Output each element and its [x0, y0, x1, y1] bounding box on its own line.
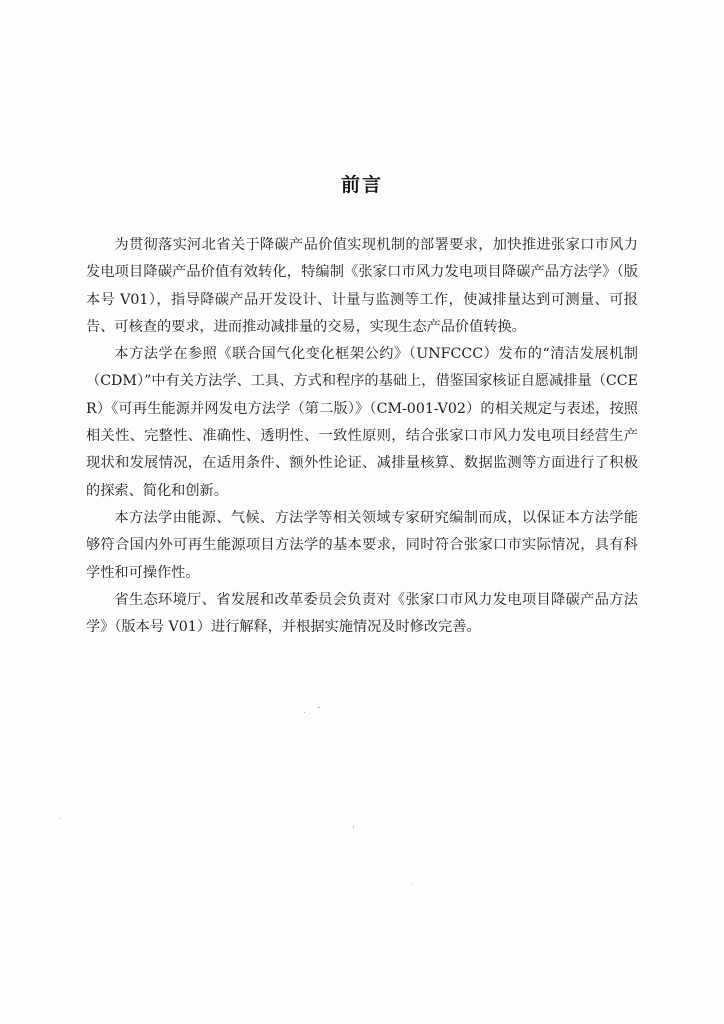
scan-speck — [304, 712, 305, 713]
paragraph-1: 为贯彻落实河北省关于降碳产品价值实现机制的部署要求，加快推进张家口市风力发电项目降碳产品价值有效转化，特编制《张家口市风力发电项目降碳产品方法学》（版本号 V01），指导降碳产品开发设计、计量与监测等工作，使减排量达到可测量、可报告、可核查的要求，进而推动减排量的交易，实现生态产品价值转换。 — [86, 237, 638, 335]
paragraph-4: 省生态环境厅、省发展和改革委员会负责对《张家口市风力发电项目降碳产品方法学》（版本号 V01）进行解释，并根据实施情况及时修改完善。 — [86, 591, 638, 636]
scan-speck — [60, 818, 61, 819]
paragraph-3: 本方法学由能源、气候、方法学等相关领域专家研究编制而成，以保证本方法学能够符合国内外可再生能源项目方法学的基本要求，同时符合张家口市实际情况，具有科学性和可操作性。 — [86, 509, 638, 581]
preface-body — [86, 232, 638, 641]
page-title: 前言 — [340, 174, 383, 196]
scan-speck — [353, 826, 354, 828]
paragraph-2: 本方法学在参照《联合国气化变化框架公约》（UNFCCC）发布的“清洁发展机制（CDM）”中有关方法学、工具、方式和程序的基础上，借鉴国家核证自愿减排量（CCER）《可再生能源并网发电方法学（第二版）》（CM-001-V02）的相关规定与表述，按照相关性、完整性、准确性、透明性、一致性原则，结合张家口市风力发电项目经营生产现状和发展情况，在适用条件、额外性论证、减排量核算、数据监测等方面进行了积极的探索、简化和创新。 — [86, 346, 638, 499]
scan-speck — [318, 707, 320, 708]
scan-speck — [412, 883, 413, 884]
